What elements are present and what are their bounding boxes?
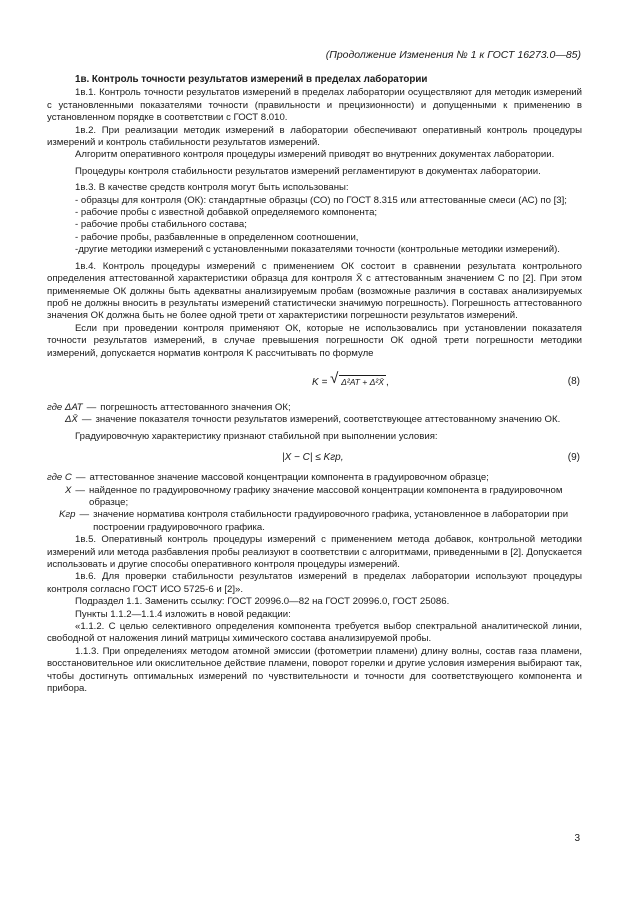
formula-8-number: (8) (567, 375, 580, 387)
list-item: - рабочие пробы с известной добавкой определяемого компонента; (75, 207, 378, 219)
paragraph: Процедуры контроля стабильности результатов измерений регламентируют в документах лаборатории. (75, 165, 541, 177)
running-header: (Продолжение Изменения № 1 к ГОСТ 16273.0—85) (325, 49, 581, 61)
definition-dash: — (86, 401, 97, 413)
definitions-a (47, 402, 582, 427)
definition-symbol: где C (47, 472, 72, 484)
list-item: - рабочие пробы, разбавленные в определенном соотношении, (75, 231, 359, 243)
definitions-b (47, 472, 582, 534)
formula-8-radicand: Δ²АТ + Δ²X̄ (341, 376, 384, 387)
paragraph: 1в.1. Контроль точности результатов измерений в пределах лаборатории осуществляют для методик измерений с установленными показателями точности (правильности и прецизионности) и допущенными к применению в установленном порядке в соответствии с ГОСТ 8.010. (47, 87, 582, 124)
paragraph: Подраздел 1.1. Заменить ссылку: ГОСТ 20996.0—82 на ГОСТ 20996.0, ГОСТ 25086. (75, 596, 450, 608)
definition-dash: — (75, 472, 86, 484)
definition-dash: — (81, 414, 92, 426)
formula-9 (47, 450, 582, 466)
paragraph: 1.1.3. При определениях методом атомной эмиссии (фотометрии пламени) длину волны, состав газа пламени, восстановительное или окислительное действие пламени, поворот горелки и другие условия измерения выбирают так, чтобы достигнуть оптимальных измерений по чувствительности и точности для соответствующего компонента и прибора. (47, 645, 582, 695)
formula-8-tail: , (385, 376, 389, 388)
definition-row (47, 402, 582, 414)
definition-text: погрешность аттестованного значения ОК; (100, 401, 291, 413)
definition-row (47, 472, 582, 484)
paragraph: «1.1.2. С целью селективного определения компонента требуется выбор спектральной аналитической линии, свободной от наложения линий матрицы химического состава анализируемой пробы. (47, 621, 582, 645)
paragraph: 1в.6. Для проверки стабильности результатов измерений в пределах лаборатории используют процедуры контроля согласно ГОСТ ИСО 5725-6 и [2]». (47, 571, 582, 595)
formula-8 (47, 370, 582, 398)
page-number: 3 (574, 833, 580, 844)
formula-8-body (312, 369, 389, 389)
definition-dash: — (75, 484, 85, 496)
formula-9-number: (9) (567, 452, 580, 464)
definition-text: значение показателя точности результатов измерений, соответствующее аттестованному значению ОК. (95, 414, 561, 426)
square-root-sign: √ Δ²АТ + Δ²X̄ (330, 369, 384, 387)
definition-row (47, 414, 582, 426)
paragraph: Если при проведении контроля применяют ОК, которые не использовались при установлении показателя точности результатов измерений, в случае превышения погрешности ОК одной трети погрешности методики измерений, допускается норматив контроля K рассчитывать по формуле (47, 322, 582, 359)
definition-dash: — (79, 509, 90, 521)
definition-symbol: X (65, 484, 72, 496)
paragraph: 1в.5. Оперативный контроль процедуры измерений с применением метода добавок, контрольной методики измерений или метода разбавления пробы реализуют в соответствии с алгоритмами, приведенными в [2]. Допускается использовать и другие способы оперативного контроля процедуры измерений. (47, 534, 582, 570)
definition-text: значение норматива контроля стабильности градуировочного графика, установленное в лаборатории при построении градуировочного графика. (93, 509, 569, 533)
paragraph: Градуировочную характеристику признают стабильной при выполнении условия: (75, 430, 438, 442)
definition-symbol: Kгр (59, 509, 76, 521)
list-item: - рабочие пробы стабильного состава; (75, 219, 247, 231)
definition-row (47, 509, 582, 534)
document-body (47, 74, 582, 695)
paragraph: Пункты 1.1.2—1.1.4 изложить в новой редакции: (75, 608, 291, 620)
paragraph: 1в.3. В качестве средств контроля могут быть использованы: (75, 182, 349, 194)
formula-8-lhs: K = (312, 376, 331, 388)
list-item: -другие методики измерений с установленными показателями точности (контрольные методики измерений). (75, 244, 560, 256)
definition-symbol: где ΔАТ (47, 401, 83, 413)
definition-text: аттестованное значение массовой концентрации компонента в градуировочном образце; (89, 472, 489, 484)
definition-row (47, 485, 582, 510)
section-title: 1в. Контроль точности результатов измерений в пределах лаборатории (75, 74, 428, 85)
paragraph: 1в.4. Контроль процедуры измерений с применением ОК состоит в сравнении результата контрольного определения аттестованной характеристики образца для контроля X̄ с аттестованным значением C по [2]. При этом применяемые ОК должны быть адекватны анализируемым пробам (возможные различия в составах анализируемых проб не должны вносить в результаты измерений статистически значимую погрешность). Погрешность аттестованного значения ОК должна быть не более одной трети от характеристики погрешности результатов измерений. (47, 260, 582, 322)
definition-symbol: ΔX̄ (65, 414, 78, 426)
formula-9-body: |X − C| ≤ Kгр, (282, 452, 344, 464)
paragraph: 1в.2. При реализации методик измерений в лаборатории обеспечивают оперативный контроль процедуры измерений и контроль стабильности результатов измерений. (47, 124, 582, 149)
list-item: - образцы для контроля (ОК): стандартные образцы (СО) по ГОСТ 8.315 или аттестованные смеси (АС) по [3]; (75, 194, 567, 206)
definition-text: найденное по градуировочному графику значение массовой концентрации компонента в градуировочном образце; (89, 484, 563, 508)
paragraph: Алгоритм оперативного контроля процедуры измерений приводят во внутренних документах лаборатории. (75, 149, 555, 161)
